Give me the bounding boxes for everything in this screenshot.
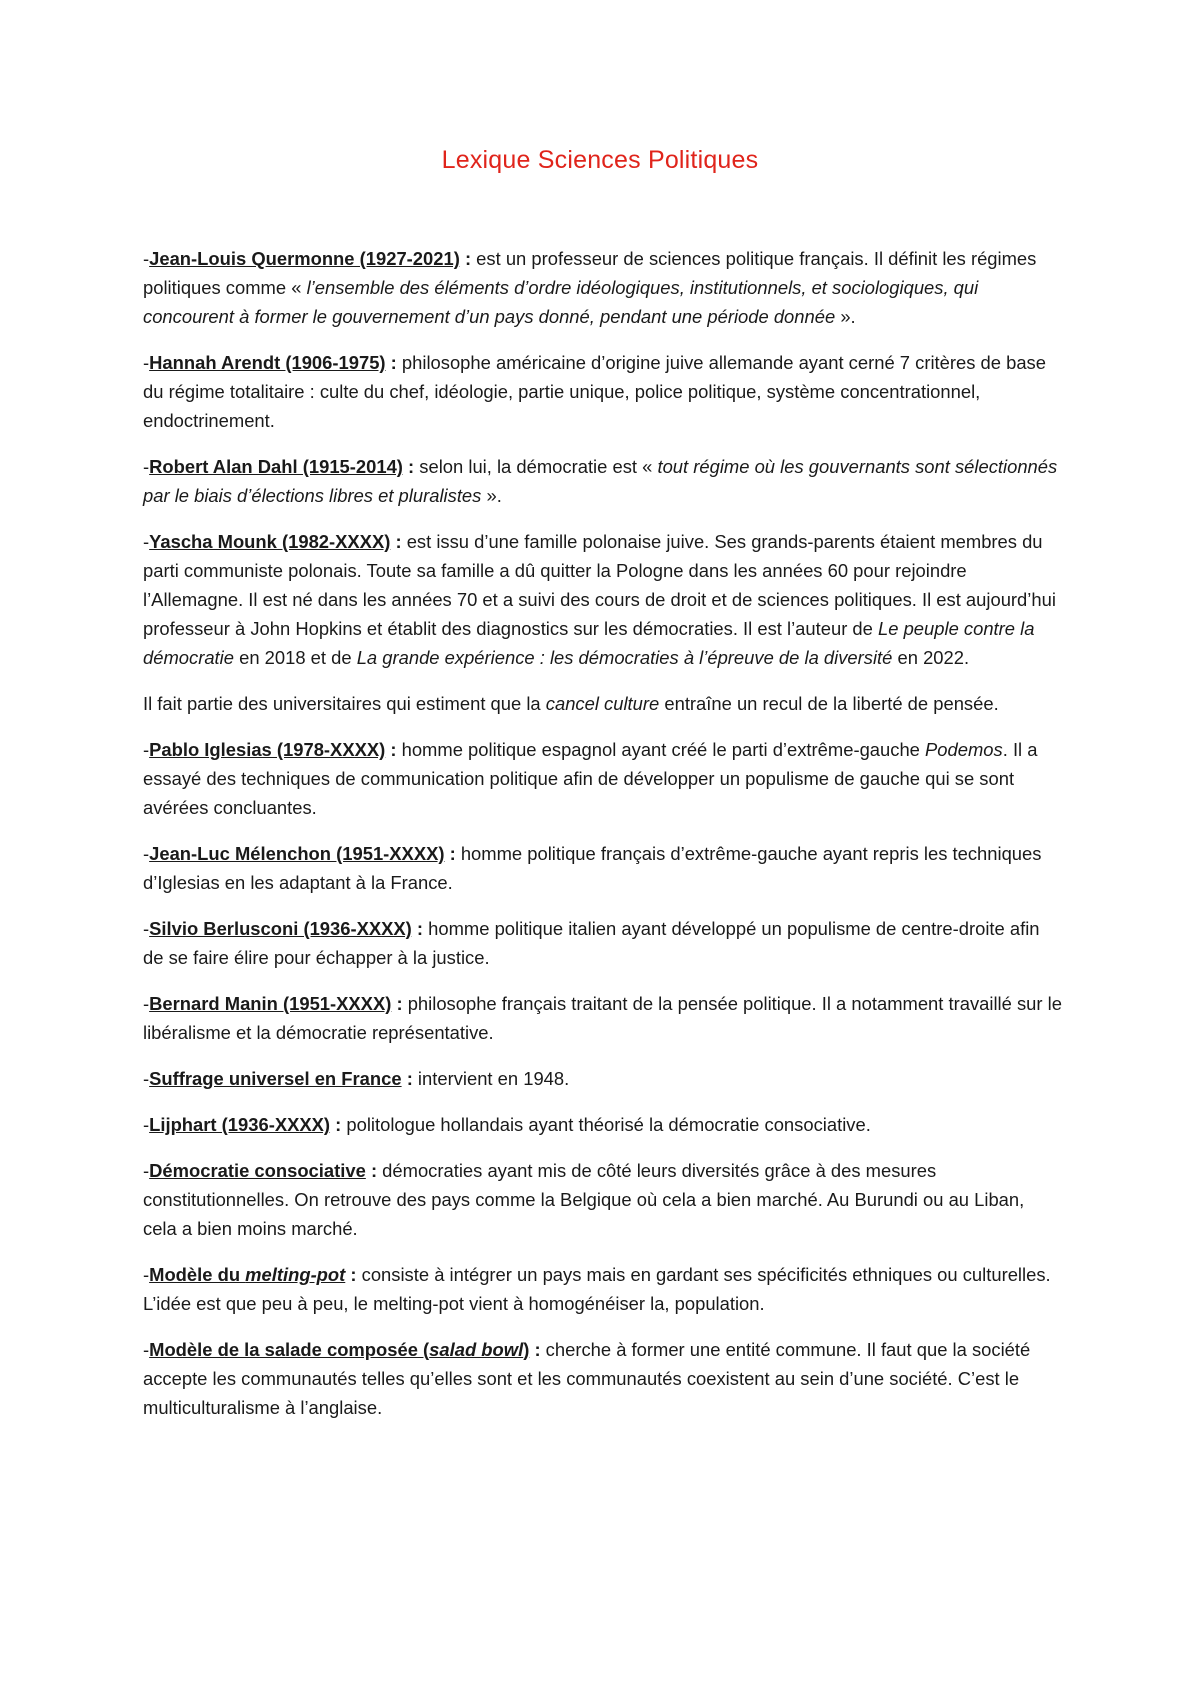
entry-quote-italic: La grande expérience : les démocraties à l’épreuve de la diversité	[356, 647, 893, 668]
entry-quote-italic: Le peuple contre la démocratie	[143, 618, 1035, 668]
lexicon-entry	[143, 1260, 1063, 1318]
entry-colon: :	[529, 1339, 541, 1360]
entry-definition: homme politique italien ayant développé un populisme de centre-droite afin de se faire élire pour échapper à la justice.	[143, 918, 1040, 968]
entry-term	[149, 1160, 366, 1181]
entry-definition: est un professeur de sciences politique français. Il définit les régimes politiques comme «	[143, 248, 1037, 298]
entry-term-text: Hannah Arendt (1906-1975)	[149, 352, 386, 373]
entry-definition: philosophe américaine d’origine juive allemande ayant cerné 7 critères de base du régime totalitaire : culte du chef, idéologie, partie unique, police politique, système concentrationnel, endoctrinement.	[143, 352, 1046, 431]
entry-definition: en 2022.	[892, 647, 970, 668]
entry-quote-italic: tout régime où les gouvernants sont sélectionnés par le biais d’élections libres et pluralistes	[143, 456, 1058, 506]
entry-term-text: Démocratie consociative	[149, 1160, 366, 1181]
entry-term	[149, 1114, 330, 1135]
entry-term	[149, 1264, 345, 1285]
entry-term-text: Modèle du	[149, 1264, 246, 1285]
lexicon-entry	[143, 1156, 1063, 1243]
lexicon-paragraph	[143, 689, 1063, 718]
lexicon-body	[143, 244, 1063, 1439]
entry-definition: homme politique français d’extrême-gauche ayant repris les techniques d’Iglesias en les adaptant à la France.	[143, 843, 1042, 893]
entry-term-text: Robert Alan Dahl (1915-2014)	[149, 456, 403, 477]
entry-definition: homme politique espagnol ayant créé le parti d’extrême-gauche	[396, 739, 926, 760]
entry-term	[149, 993, 391, 1014]
entry-term-text: Suffrage universel en France	[149, 1068, 402, 1089]
entry-definition: ».	[481, 485, 502, 506]
lexicon-entry	[143, 1110, 1063, 1139]
entry-definition: en 2018 et de	[233, 647, 357, 668]
entry-dash: -	[143, 531, 150, 552]
lexicon-entry	[143, 735, 1063, 822]
lexicon-entry	[143, 348, 1063, 435]
entry-definition: cherche à former une entité commune. Il faut que la société accepte les communautés telles qu’elles sont et les communautés coexistent au sein d’une société. C’est le multiculturalisme à l’anglaise.	[143, 1339, 1031, 1418]
entry-colon: :	[402, 456, 415, 477]
entry-term-text: Modèle de la salade composée (	[149, 1339, 430, 1360]
entry-term	[149, 248, 460, 269]
entry-colon: :	[390, 531, 402, 552]
entry-colon: :	[459, 248, 472, 269]
entry-colon: :	[365, 1160, 378, 1181]
entry-definition: selon lui, la démocratie est «	[414, 456, 658, 477]
document-title: Lexique Sciences Politiques	[441, 146, 759, 174]
entry-quote-italic: cancel culture	[545, 693, 660, 714]
entry-colon: :	[345, 1264, 357, 1285]
entry-dash: -	[143, 456, 150, 477]
entry-term-text: Jean-Luc Mélenchon (1951-XXXX)	[149, 843, 445, 864]
entry-dash: -	[143, 1160, 150, 1181]
entry-term-text: Jean-Louis Quermonne (1927-2021)	[149, 248, 460, 269]
entry-term	[149, 1068, 401, 1089]
entry-term-text: Silvio Berlusconi (1936-XXXX)	[149, 918, 412, 939]
entry-term-end: )	[523, 1339, 530, 1360]
entry-dash: -	[143, 1068, 150, 1089]
entry-dash: -	[143, 739, 150, 760]
entry-colon: :	[330, 1114, 342, 1135]
lexicon-entry	[143, 839, 1063, 897]
entry-definition: politologue hollandais ayant théorisé la démocratie consociative.	[341, 1114, 871, 1135]
entry-definition: philosophe français traitant de la pensée politique. Il a notamment travaillé sur le libéralisme et la démocratie représentative.	[143, 993, 1062, 1043]
entry-colon: :	[385, 739, 397, 760]
entry-term-text: Pablo Iglesias (1978-XXXX)	[149, 739, 386, 760]
entry-dash: -	[143, 993, 150, 1014]
lexicon-entry	[143, 244, 1063, 331]
entry-colon: :	[411, 918, 424, 939]
lexicon-entry	[143, 452, 1063, 510]
lexicon-entry	[143, 914, 1063, 972]
entry-colon: :	[391, 993, 403, 1014]
lexicon-entry	[143, 1064, 1063, 1093]
lexicon-entry	[143, 989, 1063, 1047]
entry-term-text: Lijphart (1936-XXXX)	[149, 1114, 331, 1135]
entry-term-text: Bernard Manin (1951-XXXX)	[149, 993, 392, 1014]
entry-term-italic: melting-pot	[245, 1264, 346, 1285]
entry-colon: :	[385, 352, 397, 373]
entry-dash: -	[143, 1264, 150, 1285]
entry-definition: ».	[835, 306, 856, 327]
entry-definition: . Il a essayé des techniques de communication politique afin de développer un populisme de gauche qui se sont avérées concluantes.	[143, 739, 1038, 818]
entry-colon: :	[401, 1068, 413, 1089]
entry-term-text: Yascha Mounk (1982-XXXX)	[149, 531, 391, 552]
entry-quote-italic: l’ensemble des éléments d’ordre idéologiques, institutionnels, et sociologiques, qui concourent à former le gouvernement d’un pays donné, pendant une période donnée	[143, 277, 979, 327]
entry-term	[149, 843, 444, 864]
entry-definition: Il fait partie des universitaires qui estiment que la	[143, 693, 546, 714]
entry-term	[149, 531, 390, 552]
entry-dash: -	[143, 248, 150, 269]
entry-term-italic: salad bowl	[429, 1339, 524, 1360]
entry-dash: -	[143, 1114, 150, 1135]
entry-term	[149, 918, 412, 939]
entry-term	[149, 352, 385, 373]
entry-dash: -	[143, 918, 150, 939]
lexicon-entry	[143, 527, 1063, 672]
entry-term	[149, 1339, 529, 1360]
lexicon-entry	[143, 1335, 1063, 1422]
entry-definition: consiste à intégrer un pays mais en gardant ses spécificités ethniques ou culturelles. L’idée est que peu à peu, le melting-pot vient à homogénéiser la, population.	[143, 1264, 1051, 1314]
entry-quote-italic: Podemos	[925, 739, 1003, 760]
entry-definition: est issu d’une famille polonaise juive. Ses grands-parents étaient membres du parti communiste polonais. Toute sa famille a dû quitter la Pologne dans les années 60 pour rejoindre l’Allemagne. Il est né dans les années 70 et a suivi des cours de droit et de sciences politiques. Il est aujourd’hui professeur à John Hopkins et établit des diagnostics sur les démocraties. Il est l’auteur de	[143, 531, 1056, 639]
entry-term	[149, 739, 385, 760]
entry-dash: -	[143, 352, 150, 373]
entry-definition: entraîne un recul de la liberté de pensée.	[659, 693, 999, 714]
entry-dash: -	[143, 1339, 150, 1360]
entry-colon: :	[444, 843, 456, 864]
entry-dash: -	[143, 843, 150, 864]
entry-definition: intervient en 1948.	[412, 1068, 570, 1089]
entry-definition: démocraties ayant mis de côté leurs diversités grâce à des mesures constitutionnelles. On retrouve des pays comme la Belgique où cela a bien marché. Au Burundi ou au Liban, cela a bien moins marché.	[143, 1160, 1025, 1239]
entry-term	[149, 456, 403, 477]
